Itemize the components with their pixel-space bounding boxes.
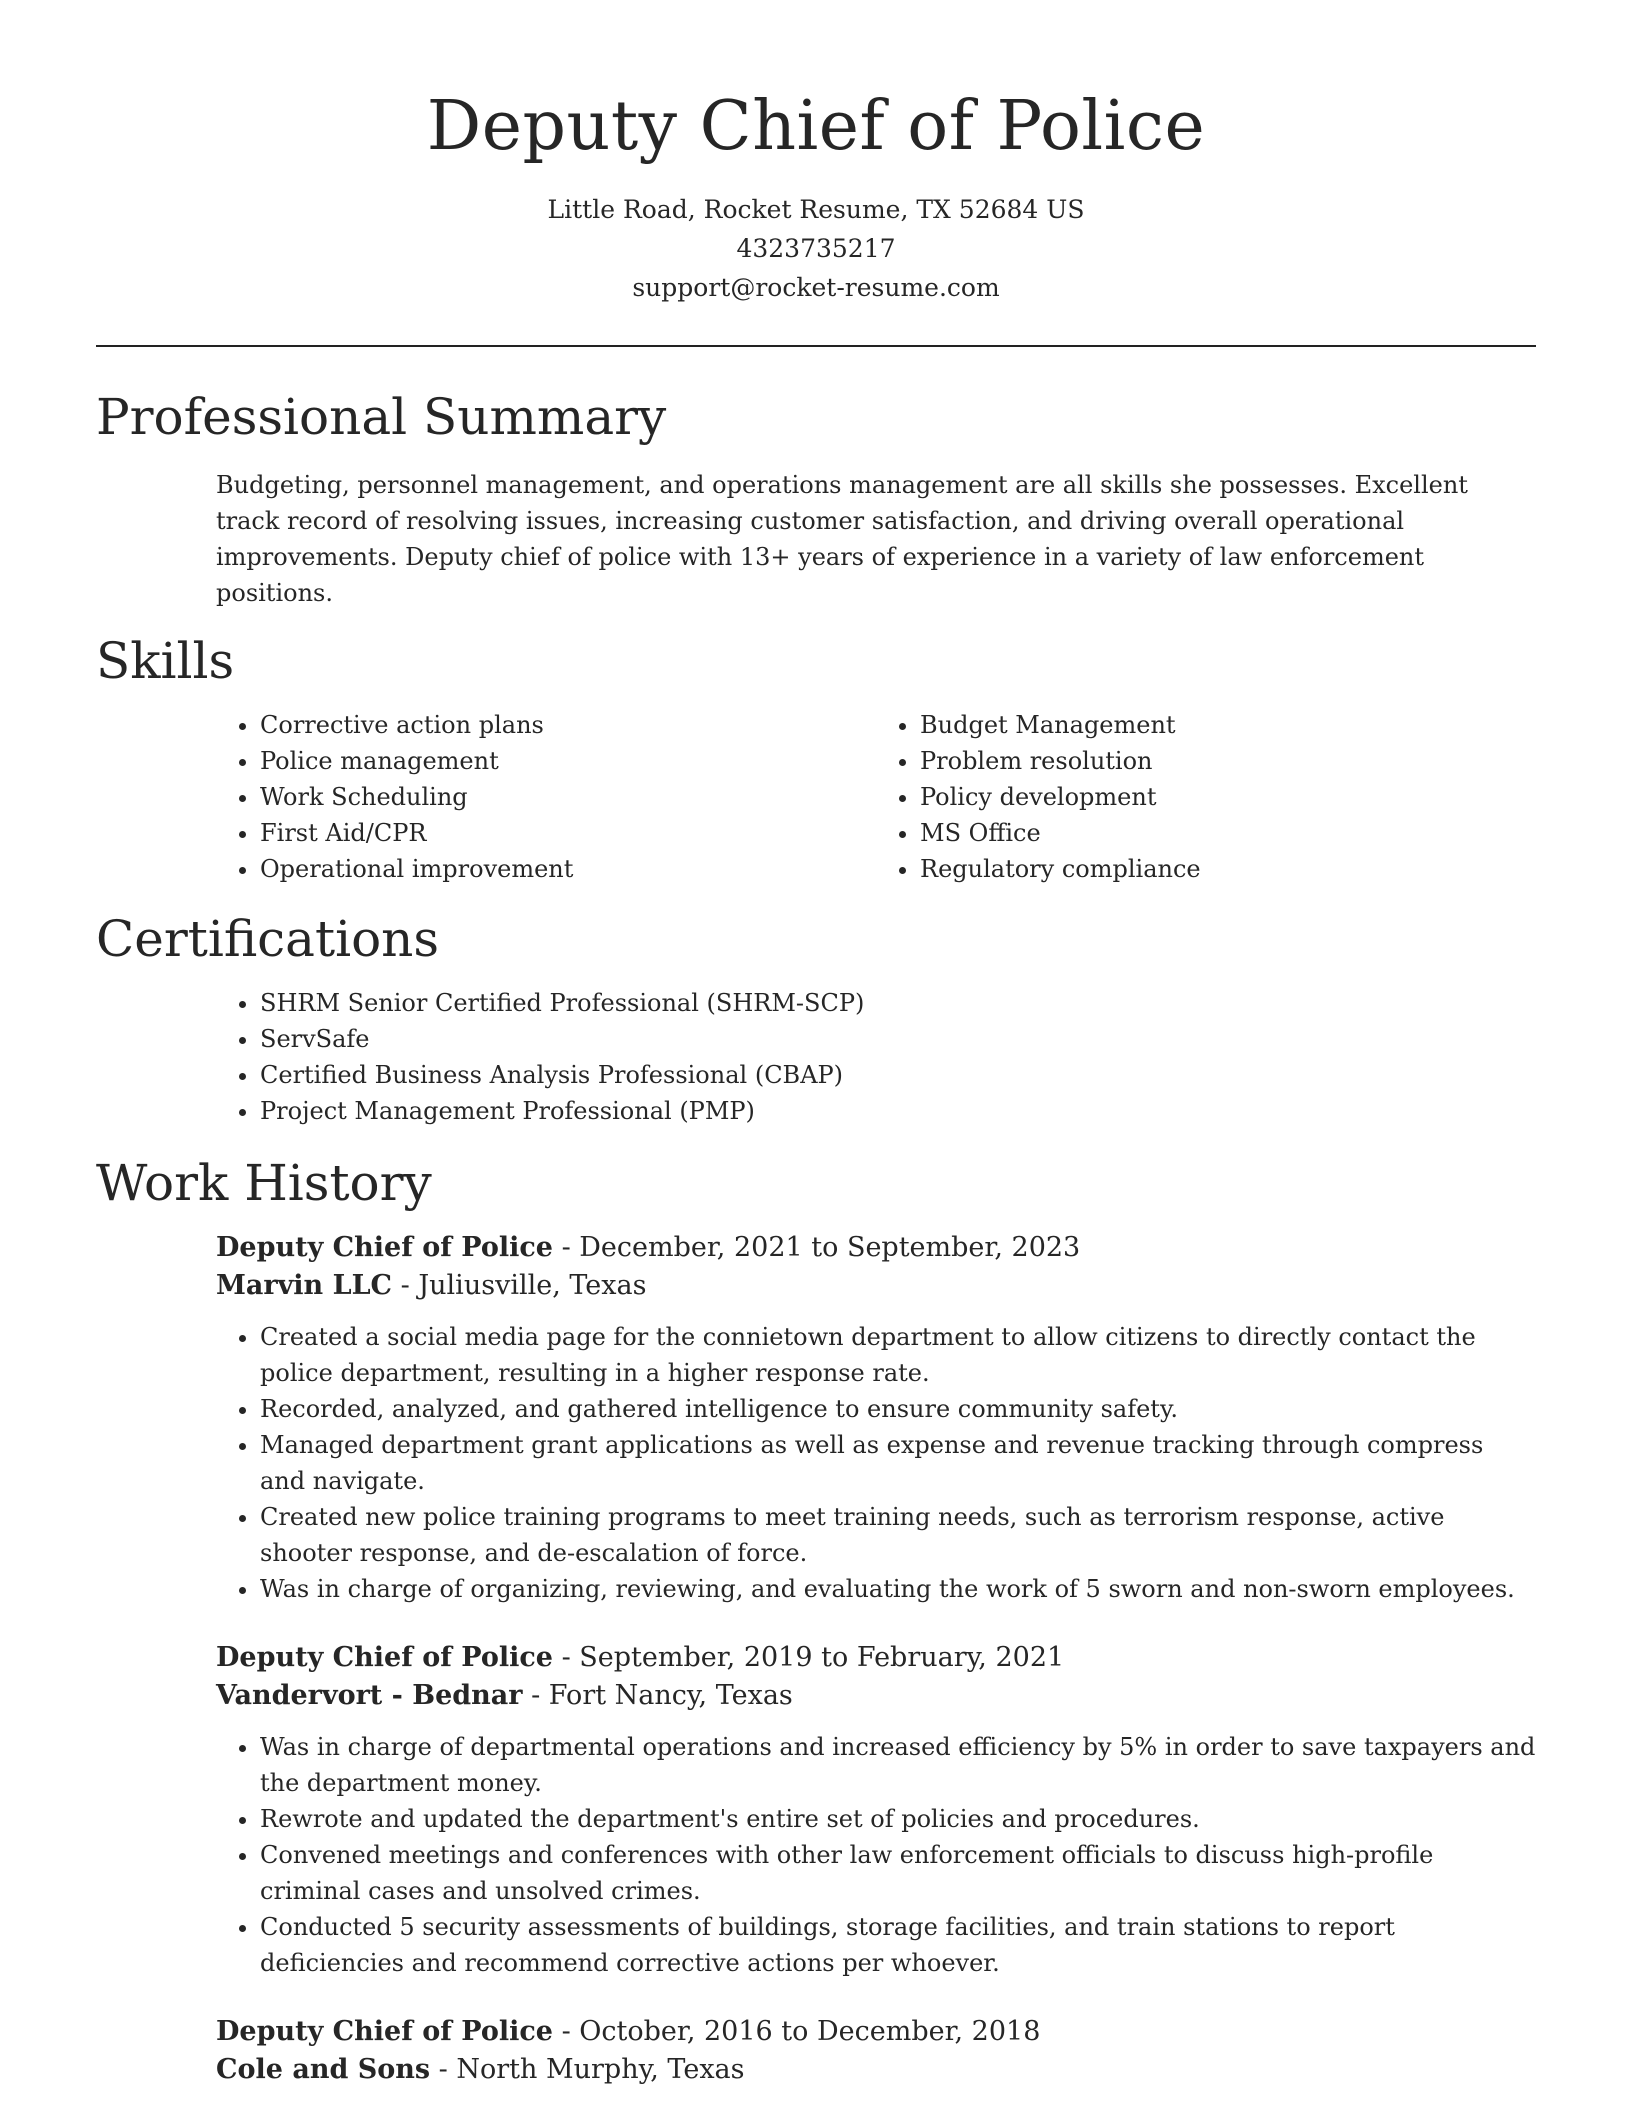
skill-item: • Police management [260,743,876,779]
summary-section [0,385,1632,611]
resume-header [0,0,1632,307]
job-company: Marvin LLC [216,1270,393,1301]
job-company: Vandervort - Bednar [216,1680,523,1711]
skills-right-list [876,707,1536,887]
job-entry [216,2013,1536,2089]
skill-item: • Policy development [920,779,1536,815]
job-bullet: • Was in charge of organizing, reviewing, and evaluating the work of 5 sworn and non-sworn employees. [260,1571,1536,1607]
job-location: - Fort Nancy, Texas [522,1680,793,1711]
job-company-line [216,1677,1536,1715]
skills-left-list [216,707,876,887]
certification-item: • ServSafe [260,1021,1536,1057]
job-title-line [216,1639,1536,1677]
candidate-name: Deputy Chief of Police [426,87,1206,166]
job-company-line [216,2051,1536,2089]
job-title: Deputy Chief of Police [216,2016,553,2047]
skills-section [0,629,1632,887]
job-entry [216,1639,1536,1981]
skill-item: • Operational improvement [260,851,876,887]
job-bullet: • Was in charge of departmental operations and increased efficiency by 5% in order to save taxpayers and the department money. [260,1729,1536,1801]
email: support@rocket-resume.com [632,273,1000,302]
job-bullets [216,1319,1536,1607]
skills-title: Skills [96,632,235,690]
contact-info [0,190,1632,307]
job-location: - Juliusville, Texas [392,1270,647,1301]
job-entry [216,1229,1536,1607]
summary-text: Budgeting, personnel management, and operations management are all skills she possesses. Excellent track record of resolving issues, increasing customer satisfaction, and driving overall operational improvements. Deputy chief of police with 13+ years of experience in a variety of law enforcement positions. [216,471,1468,607]
certifications-title: Certifications [96,910,440,968]
address: Little Road, Rocket Resume, TX 52684 US [547,195,1085,224]
job-title-line [216,1229,1536,1267]
skill-item: • Problem resolution [920,743,1536,779]
job-location: - North Murphy, Texas [430,2054,745,2085]
job-dates: - October, 2016 to December, 2018 [552,2016,1041,2047]
skill-item: • Budget Management [920,707,1536,743]
skill-item: • First Aid/CPR [260,815,876,851]
phone: 4323735217 [736,234,896,263]
job-bullets [216,1729,1536,1981]
skill-item: • Corrective action plans [260,707,876,743]
certifications-section [0,907,1632,1129]
certification-item: • Certified Business Analysis Professional (CBAP) [260,1057,1536,1093]
job-bullet: • Convened meetings and conferences with other law enforcement officials to discuss high-profile criminal cases and unsolved crimes. [260,1837,1536,1909]
job-bullet: • Rewrote and updated the department's entire set of policies and procedures. [260,1801,1536,1837]
header-divider [96,345,1536,347]
job-title-line [216,2013,1536,2051]
skill-item: • Work Scheduling [260,779,876,815]
job-company-line [216,1267,1536,1305]
job-bullet: • Created new police training programs to meet training needs, such as terrorism response, active shooter response, and de-escalation of force. [260,1499,1536,1571]
job-title: Deputy Chief of Police [216,1232,553,1263]
work-history-section [0,1151,1632,2089]
job-bullet: • Created a social media page for the connietown department to allow citizens to directly contact the police department, resulting in a higher response rate. [260,1319,1536,1391]
job-bullet: • Managed department grant applications as well as expense and revenue tracking through compress and navigate. [260,1427,1536,1499]
job-dates: - September, 2019 to February, 2021 [552,1642,1065,1673]
job-title: Deputy Chief of Police [216,1642,553,1673]
skill-item: • Regulatory compliance [920,851,1536,887]
job-bullet: • Conducted 5 security assessments of buildings, storage facilities, and train stations to report deficiencies and recommend corrective actions per whoever. [260,1909,1536,1981]
skill-item: • MS Office [920,815,1536,851]
certification-item: • SHRM Senior Certified Professional (SHRM-SCP) [260,985,1536,1021]
summary-title: Professional Summary [96,388,667,446]
certification-item: • Project Management Professional (PMP) [260,1093,1536,1129]
job-bullet: • Recorded, analyzed, and gathered intelligence to ensure community safety. [260,1391,1536,1427]
certifications-list [216,985,1536,1129]
job-dates: - December, 2021 to September, 2023 [552,1232,1081,1263]
work-history-title: Work History [96,1154,432,1212]
skills-columns [216,707,1536,887]
job-company: Cole and Sons [216,2054,431,2085]
